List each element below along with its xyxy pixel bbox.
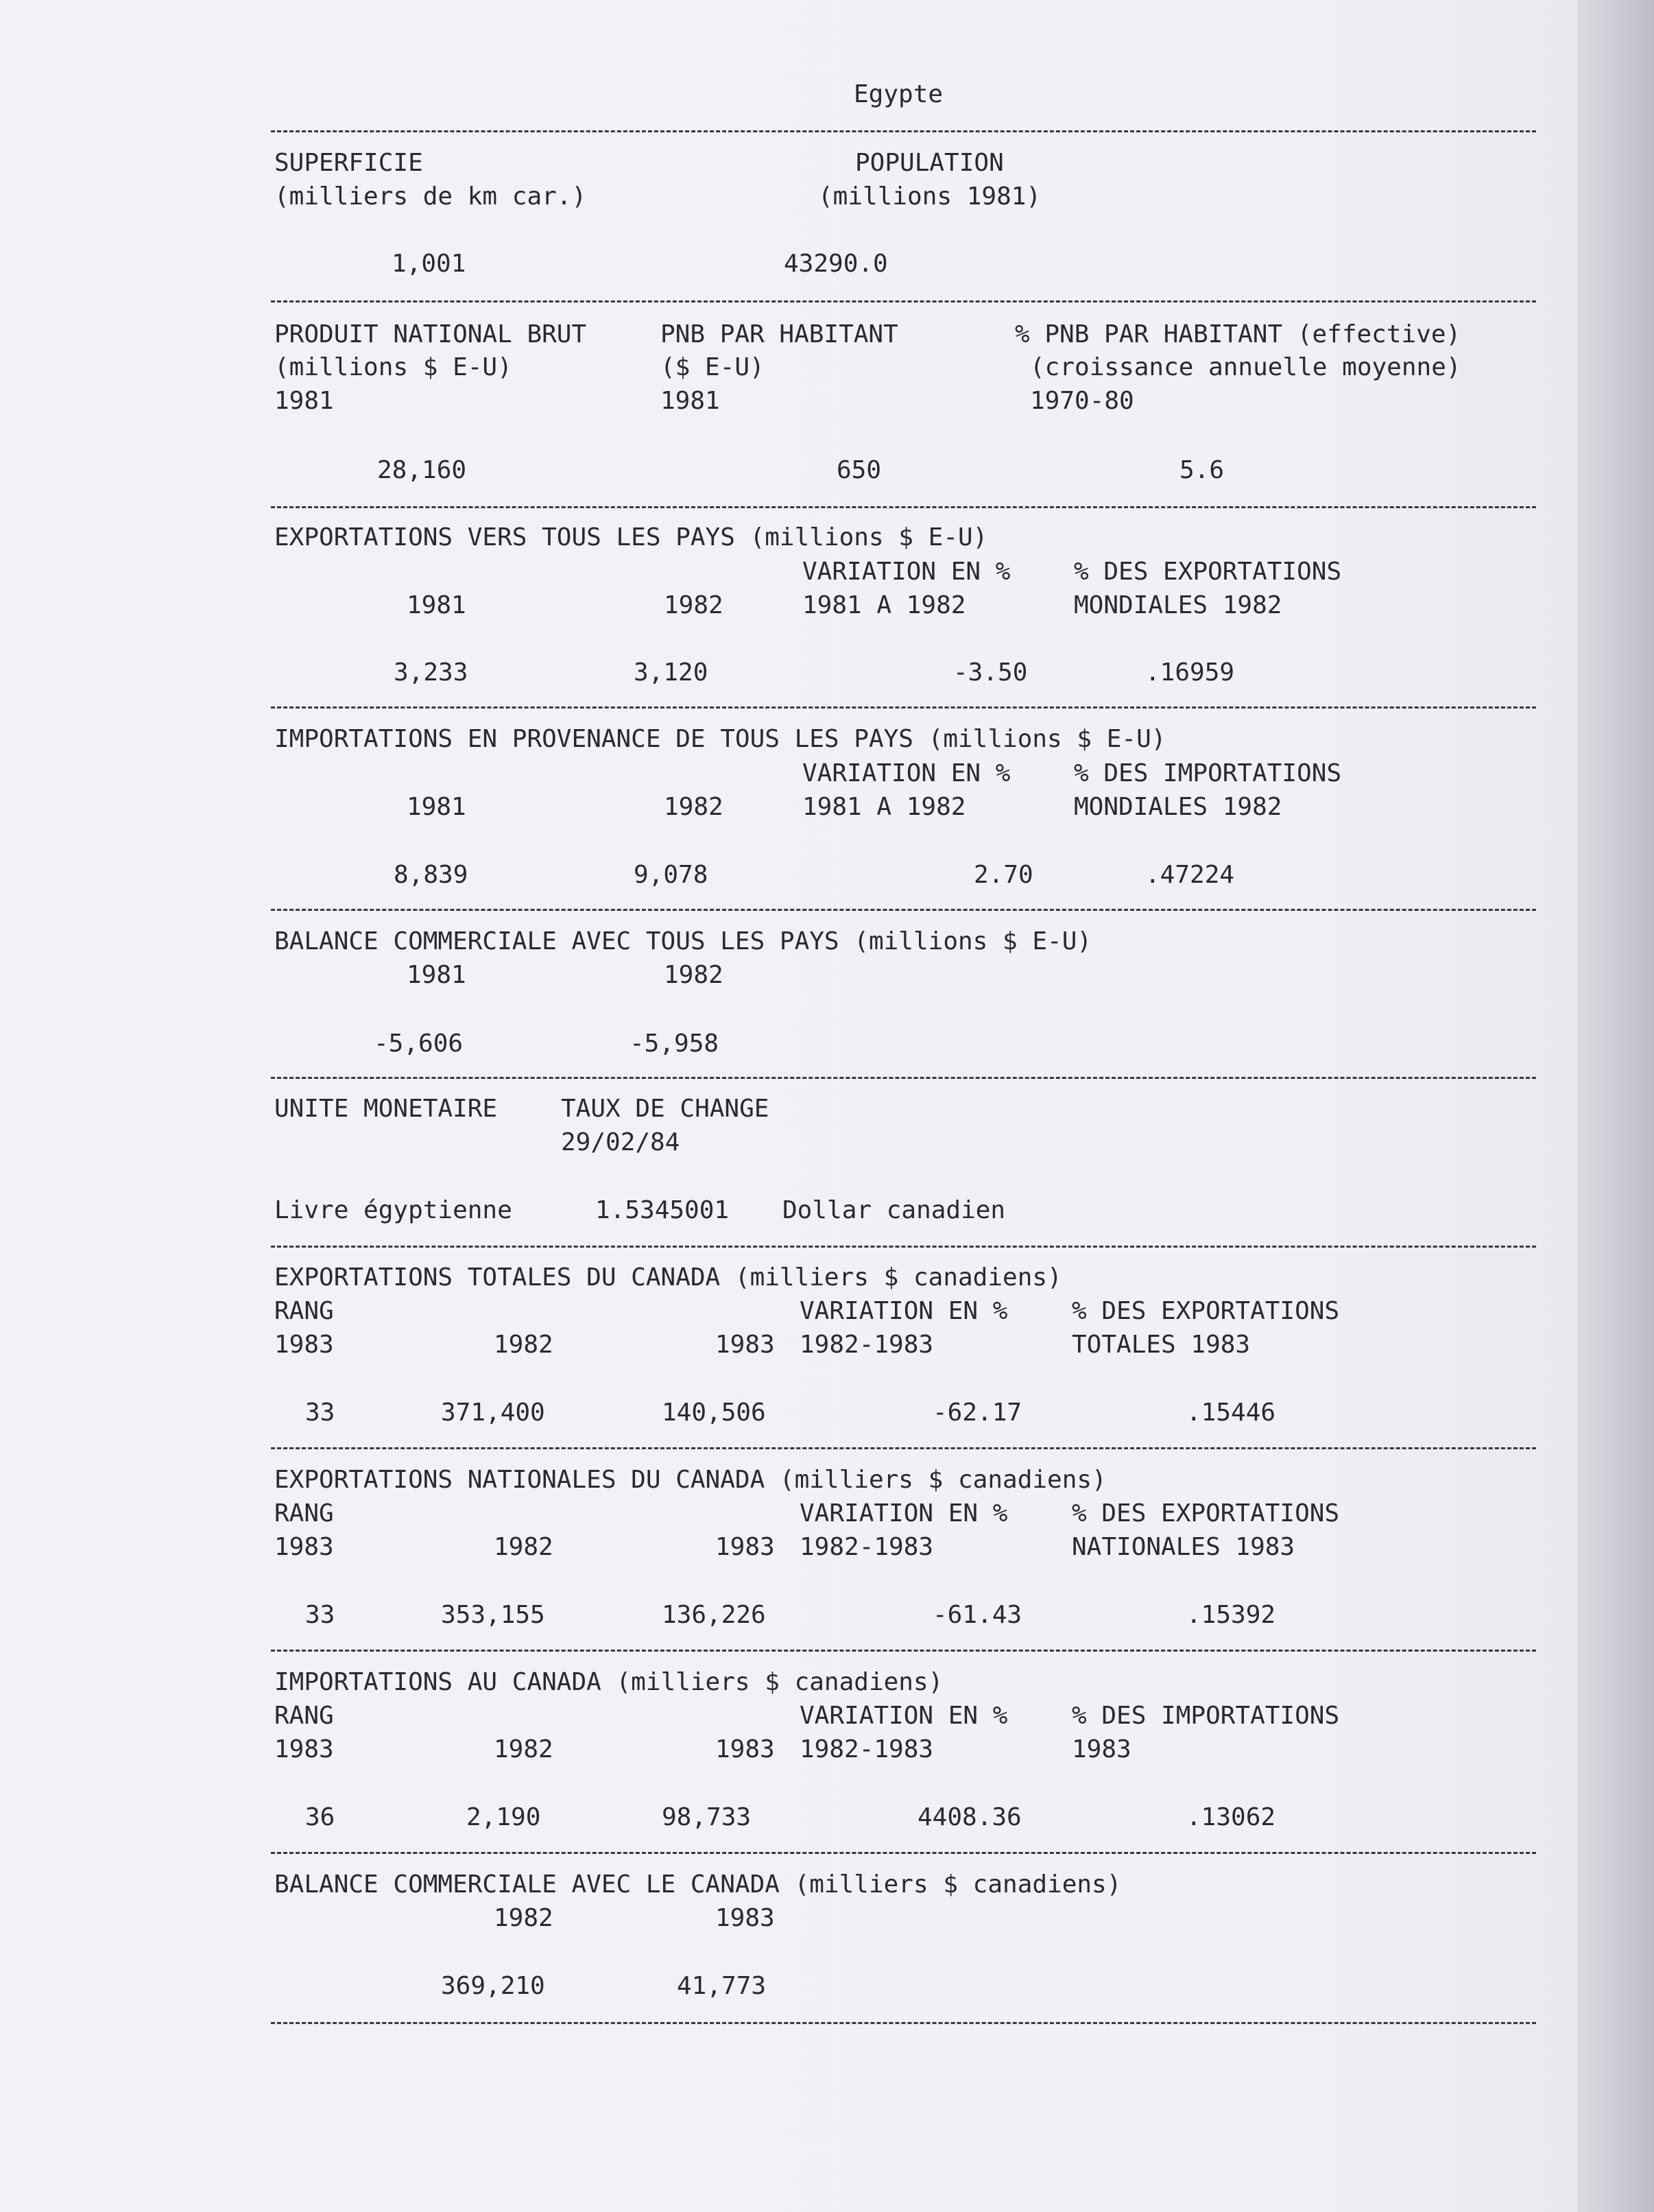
ca-domestic-exports-var-label: VARIATION EN % [800,1499,1008,1527]
ca-total-exports-v1: 371,400 [441,1399,545,1427]
ca-imports-v1: 2,190 [466,1803,541,1831]
balance-world-v2: -5,958 [630,1030,719,1058]
imports-world-heading: IMPORTATIONS EN PROVENANCE DE TOUS LES PAYS (millions $ E-U) [274,725,1166,753]
ca-total-exports-share-label: % DES EXPORTATIONS [1072,1297,1340,1325]
ca-total-exports-year1: 1982 [494,1331,553,1359]
imports-world-var: 2.70 [974,861,1033,889]
ca-total-exports-share-period: TOTALES 1983 [1072,1331,1251,1359]
ca-total-exports-share: .15446 [1186,1399,1276,1427]
ca-total-exports-rank: 33 [305,1399,335,1427]
ca-balance-year2: 1983 [715,1904,775,1932]
population-unit: (millions 1981) [818,182,1042,211]
superficie-unit: (milliers de km car.) [274,182,587,211]
ca-domestic-exports-var-period: 1982-1983 [800,1533,934,1561]
currency-unit-label: UNITE MONETAIRE [274,1095,498,1123]
imports-world-var-label: VARIATION EN % [802,759,1011,787]
ca-domestic-exports-year2: 1983 [715,1533,775,1561]
pnb-growth-label: % PNB PAR HABITANT (effective) [1015,320,1461,348]
pnb-growth-value: 5.6 [1179,456,1225,484]
separator [271,130,1536,134]
exports-world-share: .16959 [1145,658,1235,687]
ca-imports-rank: 36 [305,1803,335,1831]
pnb-per-capita-unit: ($ E-U) [660,353,765,381]
exports-world-var-label: VARIATION EN % [802,558,1011,586]
ca-domestic-exports-v1: 353,155 [441,1601,545,1629]
superficie-value: 1,001 [392,250,466,278]
balance-world-heading: BALANCE COMMERCIALE AVEC TOUS LES PAYS (millions $ E-U) [274,927,1092,955]
ca-imports-var: 4408.36 [918,1803,1022,1831]
ca-balance-heading: BALANCE COMMERCIALE AVEC LE CANADA (milliers $ canadiens) [274,1870,1122,1899]
pnb-unit: (millions $ E-U) [274,353,512,381]
pnb-label: PRODUIT NATIONAL BRUT [274,320,587,348]
ca-imports-year2: 1983 [715,1735,775,1763]
pnb-value: 28,160 [377,456,467,484]
separator [271,1650,1536,1654]
pnb-growth-years: 1970-80 [1030,387,1134,415]
ca-imports-rank-year: 1983 [274,1735,334,1763]
imports-world-share-period: MONDIALES 1982 [1074,793,1282,821]
page-title: Egypte [854,80,944,108]
pnb-per-capita-label: PNB PAR HABITANT [660,320,898,348]
ca-balance-v2: 41,773 [677,1972,767,2000]
ca-domestic-exports-var: -61.43 [933,1601,1022,1629]
imports-world-share: .47224 [1145,861,1235,889]
ca-imports-share-label: % DES IMPORTATIONS [1072,1702,1340,1730]
ca-balance-year1: 1982 [494,1904,553,1932]
separator [271,300,1536,305]
exports-world-share-label: % DES EXPORTATIONS [1074,558,1342,586]
imports-world-share-label: % DES IMPORTATIONS [1074,759,1342,787]
ca-domestic-exports-rank: 33 [305,1601,335,1629]
exports-world-year1: 1981 [407,591,466,619]
ca-imports-var-period: 1982-1983 [800,1735,934,1763]
pnb-growth-unit: (croissance annuelle moyenne) [1030,353,1461,381]
balance-world-v1: -5,606 [374,1030,464,1058]
balance-world-year1: 1981 [407,961,466,989]
separator [271,1852,1536,1856]
ca-total-exports-heading: EXPORTATIONS TOTALES DU CANADA (milliers $ canadiens) [274,1263,1062,1292]
ca-total-exports-var-label: VARIATION EN % [800,1297,1008,1325]
ca-domestic-exports-year1: 1982 [494,1533,553,1561]
separator [271,1077,1536,1081]
ca-total-exports-var-period: 1982-1983 [800,1331,934,1359]
exports-world-v2: 3,120 [634,658,708,687]
ca-imports-rank-label: RANG [274,1702,334,1730]
ca-total-exports-rank-label: RANG [274,1297,334,1325]
population-label: POPULATION [855,149,1004,177]
separator [271,909,1536,913]
ca-domestic-exports-rank-label: RANG [274,1499,334,1527]
ca-total-exports-rank-year: 1983 [274,1331,334,1359]
imports-world-year2: 1982 [664,793,723,821]
exports-world-v1: 3,233 [394,658,468,687]
imports-world-v2: 9,078 [634,861,708,889]
separator [271,2022,1536,2026]
ca-imports-var-label: VARIATION EN % [800,1702,1008,1730]
ca-total-exports-var: -62.17 [933,1399,1022,1427]
page-edge-shadow [1577,0,1654,2212]
ca-imports-share: .13062 [1186,1803,1276,1831]
separator [271,1447,1536,1451]
ca-imports-share-period: 1983 [1072,1735,1131,1763]
separator [271,706,1536,711]
balance-world-year2: 1982 [664,961,723,989]
ca-domestic-exports-share-period: NATIONALES 1983 [1072,1533,1295,1561]
ca-domestic-exports-v2: 136,226 [662,1601,766,1629]
pnb-year: 1981 [274,387,334,415]
ca-imports-v2: 98,733 [662,1803,752,1831]
ca-balance-v1: 369,210 [441,1972,545,2000]
pnb-per-capita-value: 650 [837,456,882,484]
ca-domestic-exports-rank-year: 1983 [274,1533,334,1561]
currency-name: Livre égyptienne [274,1196,512,1224]
separator [271,1246,1536,1250]
ca-total-exports-year2: 1983 [715,1331,775,1359]
currency-rate: 1.5345001 [595,1196,730,1224]
exports-world-heading: EXPORTATIONS VERS TOUS LES PAYS (millions $ E-U) [274,523,988,551]
imports-world-var-period: 1981 A 1982 [802,793,966,821]
pnb-per-capita-year: 1981 [660,387,720,415]
imports-world-year1: 1981 [407,793,466,821]
ca-domestic-exports-heading: EXPORTATIONS NATIONALES DU CANADA (milliers $ canadiens) [274,1466,1107,1494]
exports-world-year2: 1982 [664,591,723,619]
exports-world-var: -3.50 [953,658,1028,687]
exports-world-share-period: MONDIALES 1982 [1074,591,1282,619]
ca-total-exports-v2: 140,506 [662,1399,766,1427]
ca-domestic-exports-share-label: % DES EXPORTATIONS [1072,1499,1340,1527]
separator [271,506,1536,510]
superficie-label: SUPERFICIE [274,149,423,177]
ca-imports-year1: 1982 [494,1735,553,1763]
exports-world-var-period: 1981 A 1982 [802,591,966,619]
population-value: 43290.0 [784,250,888,278]
ca-domestic-exports-share: .15392 [1186,1601,1276,1629]
imports-world-v1: 8,839 [394,861,468,889]
currency-rate-label: TAUX DE CHANGE [561,1095,769,1123]
currency-date: 29/02/84 [561,1128,680,1156]
ca-imports-heading: IMPORTATIONS AU CANADA (milliers $ canadiens) [274,1668,944,1696]
currency-target: Dollar canadien [782,1196,1006,1224]
